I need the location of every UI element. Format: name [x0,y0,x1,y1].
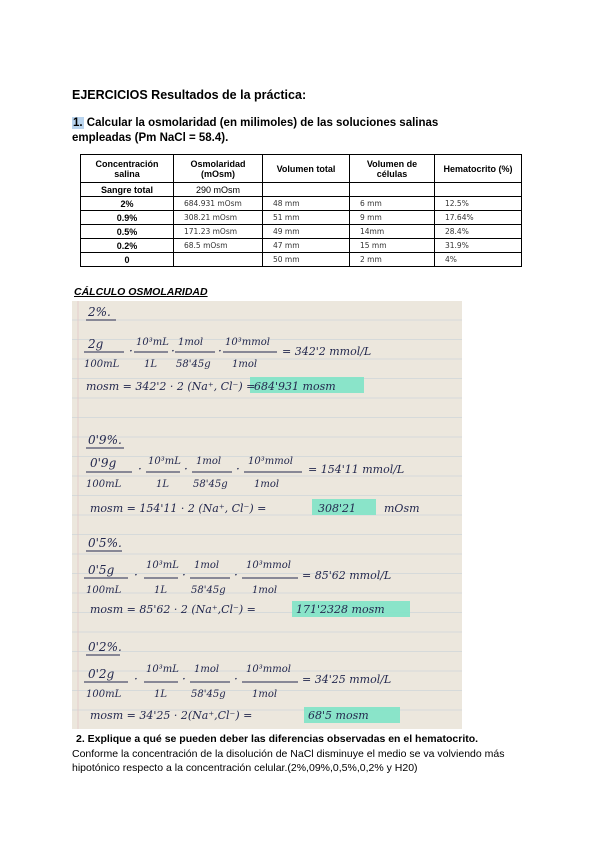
frac-num: 1mol [194,664,220,675]
frac-den: 1mol [232,359,258,370]
frac-den: 1mol [254,479,280,490]
frac-den: 58'45g [176,359,211,370]
frac-den: 1mol [252,689,278,700]
mosm-line: mosm = 154'11 · 2 (Na⁺, Cl⁻) = [90,502,267,515]
frac-den: 58'45g [191,585,226,596]
table-row [81,253,522,267]
table-row [81,197,522,211]
table-cell [350,183,435,197]
table-cell: 17.64% [435,211,522,225]
table-header: Concentración salina [81,155,174,183]
table-cell: 2% [81,197,174,211]
table-cell: 171.23 mOsm [174,225,263,239]
dot-op: · [218,344,222,358]
table-cell: 50 mm [263,253,350,267]
table-cell: 6 mm [350,197,435,211]
frac-den: 100mL [86,479,122,490]
table-row [81,183,522,197]
table-cell: 0.2% [81,239,174,253]
frac-den: 100mL [86,689,122,700]
dot-op: · [134,672,138,686]
table-cell: 0.5% [81,225,174,239]
mosm-result: 68'5 mosm [308,709,369,722]
frac-den: 1L [154,585,168,596]
table-cell: 51 mm [263,211,350,225]
results-table [80,154,522,267]
calc-result-line: = 85'62 mmol/L [302,569,392,582]
table-header: Volumen total [263,155,350,183]
calc-result-line: = 342'2 mmol/L [282,345,372,358]
dot-op: · [182,568,186,582]
dot-op: · [184,462,188,476]
block-label: 2%. [88,305,111,319]
table-row [81,211,522,225]
frac-num: 10³mmol [248,456,293,467]
dot-op: · [234,568,238,582]
table-header: Osmolaridad (mOsm) [174,155,263,183]
frac-num: 10³mmol [225,337,270,348]
frac-num: 1mol [196,456,222,467]
dot-op: · [134,568,138,582]
table-cell: 4% [435,253,522,267]
frac-den: 58'45g [193,479,228,490]
question-1-number: 1. [73,117,83,129]
frac-den: 1L [154,689,168,700]
table-cell: 68.5 mOsm [174,239,263,253]
block-label: 0'2%. [88,640,122,654]
calc-result-line: = 154'11 mmol/L [308,463,405,476]
table-cell [174,253,263,267]
table-cell: 12.5% [435,197,522,211]
frac-num: 10³mmol [246,560,291,571]
dot-op: · [234,672,238,686]
table-cell: Sangre total [81,183,174,197]
page-title: EJERCICIOS Resultados de la práctica: [72,88,307,102]
frac-den: 1mol [252,585,278,596]
question-2: 2. Explique a qué se pueden deber las diferencias observadas en el hematocrito. [76,733,479,745]
handwritten-calculation-photo [72,301,462,729]
mosm-result: 684'931 mosm [254,380,336,393]
dot-op: · [171,344,175,358]
mosm-unit: mOsm [384,502,420,515]
table-cell: 28.4% [435,225,522,239]
frac-num: 2g [88,337,104,351]
table-cell: 9 mm [350,211,435,225]
block-label: 0'9%. [88,433,122,447]
section-heading: CÁLCULO OSMOLARIDAD [74,286,208,298]
frac-num: 10³mmol [246,664,291,675]
frac-num: 0'5g [88,563,115,577]
table-cell: 2 mm [350,253,435,267]
question-1 [72,116,492,146]
table-cell [435,183,522,197]
frac-num: 10³mL [146,664,179,675]
block-label: 0'5%. [88,536,122,550]
mosm-line: mosm = 85'62 · 2 (Na⁺,Cl⁻) = [90,603,256,616]
table-cell: 47 mm [263,239,350,253]
frac-den: 1L [156,479,170,490]
table-cell: 14mm [350,225,435,239]
frac-den: 58'45g [191,689,226,700]
calc-result-line: = 34'25 mmol/L [302,673,392,686]
table-cell: 48 mm [263,197,350,211]
table-header-row [81,155,522,183]
table-cell: 308.21 mOsm [174,211,263,225]
dot-op: · [236,462,240,476]
frac-num: 1mol [178,337,204,348]
frac-num: 0'2g [88,667,115,681]
table-header: Hematocrito (%) [435,155,522,183]
table-cell: 0.9% [81,211,174,225]
table-header: Volumen de células [350,155,435,183]
frac-num: 0'9g [90,456,117,470]
mosm-line: mosm = 342'2 · 2 (Na⁺, Cl⁻) = [86,380,256,393]
dot-op: · [129,344,133,358]
frac-den: 100mL [86,585,122,596]
question-1-text: Calcular la osmolaridad (en milimoles) de las soluciones salinas empleadas (Pm NaCl = 58.4). [72,117,439,144]
frac-num: 10³mL [136,337,169,348]
frac-num: 10³mL [146,560,179,571]
table-cell: 15 mm [350,239,435,253]
mosm-result: 171'2328 mosm [296,603,385,616]
frac-num: 1mol [194,560,220,571]
mosm-result: 308'21 [318,502,357,515]
table-cell: 684.931 mOsm [174,197,263,211]
table-row [81,239,522,253]
table-cell: 49 mm [263,225,350,239]
table-cell: 31.9% [435,239,522,253]
frac-num: 10³mL [148,456,181,467]
table-cell: 290 mOsm [174,183,263,197]
mosm-line: mosm = 34'25 · 2(Na⁺,Cl⁻) = [90,709,253,722]
table-row [81,225,522,239]
dot-op: · [138,462,142,476]
frac-den: 100mL [84,359,120,370]
dot-op: · [182,672,186,686]
frac-den: 1L [144,359,158,370]
answer-text: Conforme la concentración de la disolución de NaCl disminuye el medio se va volviendo más hipotónico respecto a la concentración celular.(2%,09%,0,5%,0,2% y H20) [72,748,505,774]
table-cell: 0 [81,253,174,267]
table-cell [263,183,350,197]
